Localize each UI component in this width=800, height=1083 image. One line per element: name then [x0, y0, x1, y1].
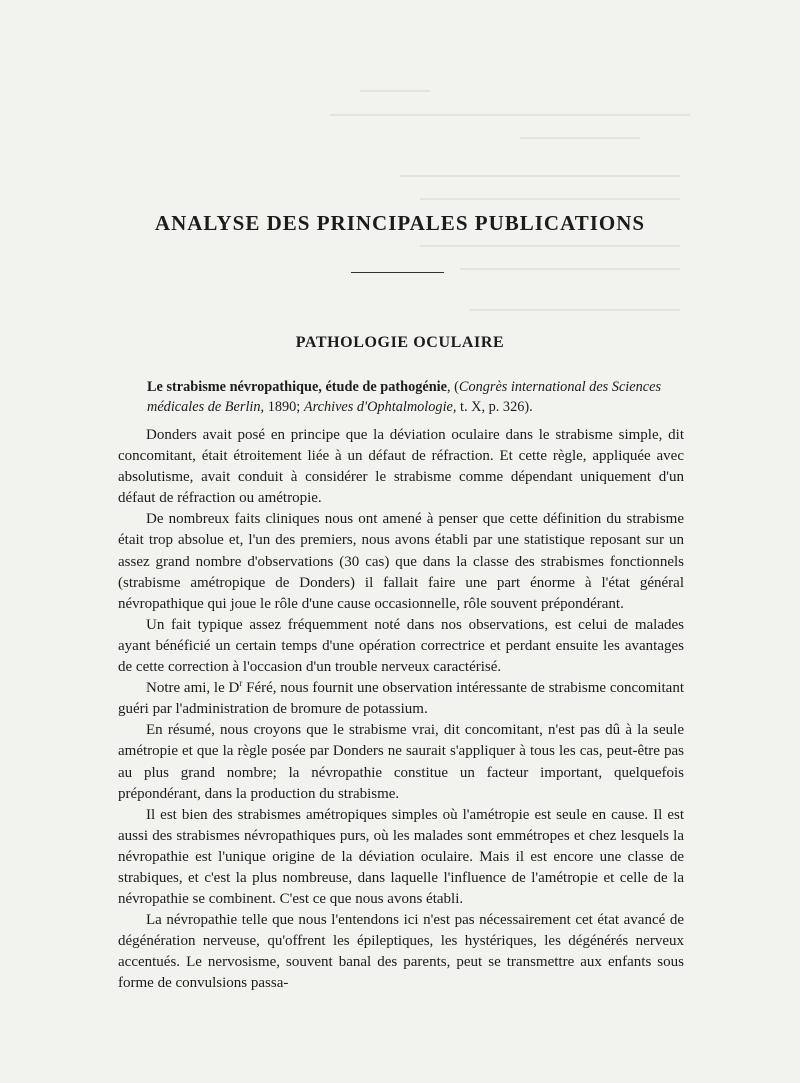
section-title: PATHOLOGIE OCULAIRE — [295, 334, 505, 351]
article-ref-journal: Archives d'Ophtalmologie, — [303, 399, 457, 415]
article-heading: Le strabisme névropathique, étude de pathogénie, (Congrès international des Sciences médicales de Berlin, 1890; Archives d'Ophtalmologie, t. X, p. 326). — [147, 379, 662, 415]
main-title: ANALYSE DES PRINCIPALES PUBLICATIONS — [154, 211, 646, 235]
paragraph-4-start: Notre ami, le D — [146, 680, 240, 697]
paragraph-4-sup: r — [239, 678, 243, 689]
article-ref-volume: t. X, p. 326). — [456, 399, 533, 415]
article-ref-year: 1890; — [264, 399, 304, 415]
article-ref-open: ( — [454, 379, 459, 395]
article-ref-congress: Congrès international des Sciences médicales de Berlin, — [147, 379, 662, 415]
paragraph-4 — [118, 678, 684, 720]
paragraph-1: Donders avait posé en principe que la déviation oculaire dans le strabisme simple, dit concomitant, était étroitement liée à un défaut de réfraction. Et cette règle, appliquée avec absolutisme, avait conduit à considérer le strabisme comme dépendant uniquement d'un défaut de réfraction ou amétropie. — [118, 427, 684, 507]
title-divider — [351, 272, 444, 273]
article-title: Le strabisme névropathique, étude de pathogénie — [147, 379, 447, 395]
paragraph-5: En résumé, nous croyons que le strabisme vrai, dit concomitant, n'est pas dû à la seule amétropie et que la règle posée par Donders ne saurait s'appliquer à tous les cas, peut-être pas au plus grand nombre; la névropathie constitue un facteur important, quelquefois prépondérant, dans la production du strabisme. — [118, 722, 684, 802]
paragraph-3: Un fait typique assez fréquemment noté dans nos observations, est celui de malades ayant bénéficié un certain temps d'une opération correctrice et perdant ensuite les avantages de cette correction à l'occasion d'un trouble nerveux caractérisé. — [118, 616, 684, 676]
paragraph-2: De nombreux faits cliniques nous ont amené à penser que cette définition du strabisme était trop absolue et, l'un des premiers, nous avons établi par une statistique reposant sur un assez grand nombre d'observations (30 cas) que dans la classe des strabismes fonctionnels (strabisme amétropique de Donders) il fallait faire une part énorme à l'état général névropathique qui joue le rôle d'une cause occasionnelle, rôle souvent prépondérant. — [118, 511, 684, 612]
paragraph-4-end: Féré, nous fournit une observation intéressante de strabisme concomitant guéri par l'administration de bromure de potassium. — [118, 680, 684, 718]
paragraph-7: La névropathie telle que nous l'entendons ici n'est pas nécessairement cet état avancé de dégénération nerveuse, qu'offrent les épileptiques, les hystériques, les dégénérés nerveux accentués. Le nervosisme, souvent banal des parents, peut se transmettre aux enfants sous forme de convulsions passa- — [118, 912, 684, 992]
article-body — [118, 425, 684, 995]
paragraph-6: Il est bien des strabismes amétropiques simples où l'amétropie est seule en cause. Il est aussi des strabismes névropathiques purs, où les malades sont emmétropes et chez lesquels la névropathie est l'unique origine de la déviation oculaire. Mais il est encore une classe de strabiques, et c'est la plus nombreuse, dans laquelle l'influence de l'amétropie et celle de la névropathie se combinent. C'est ce que nous avons établi. — [118, 806, 684, 908]
